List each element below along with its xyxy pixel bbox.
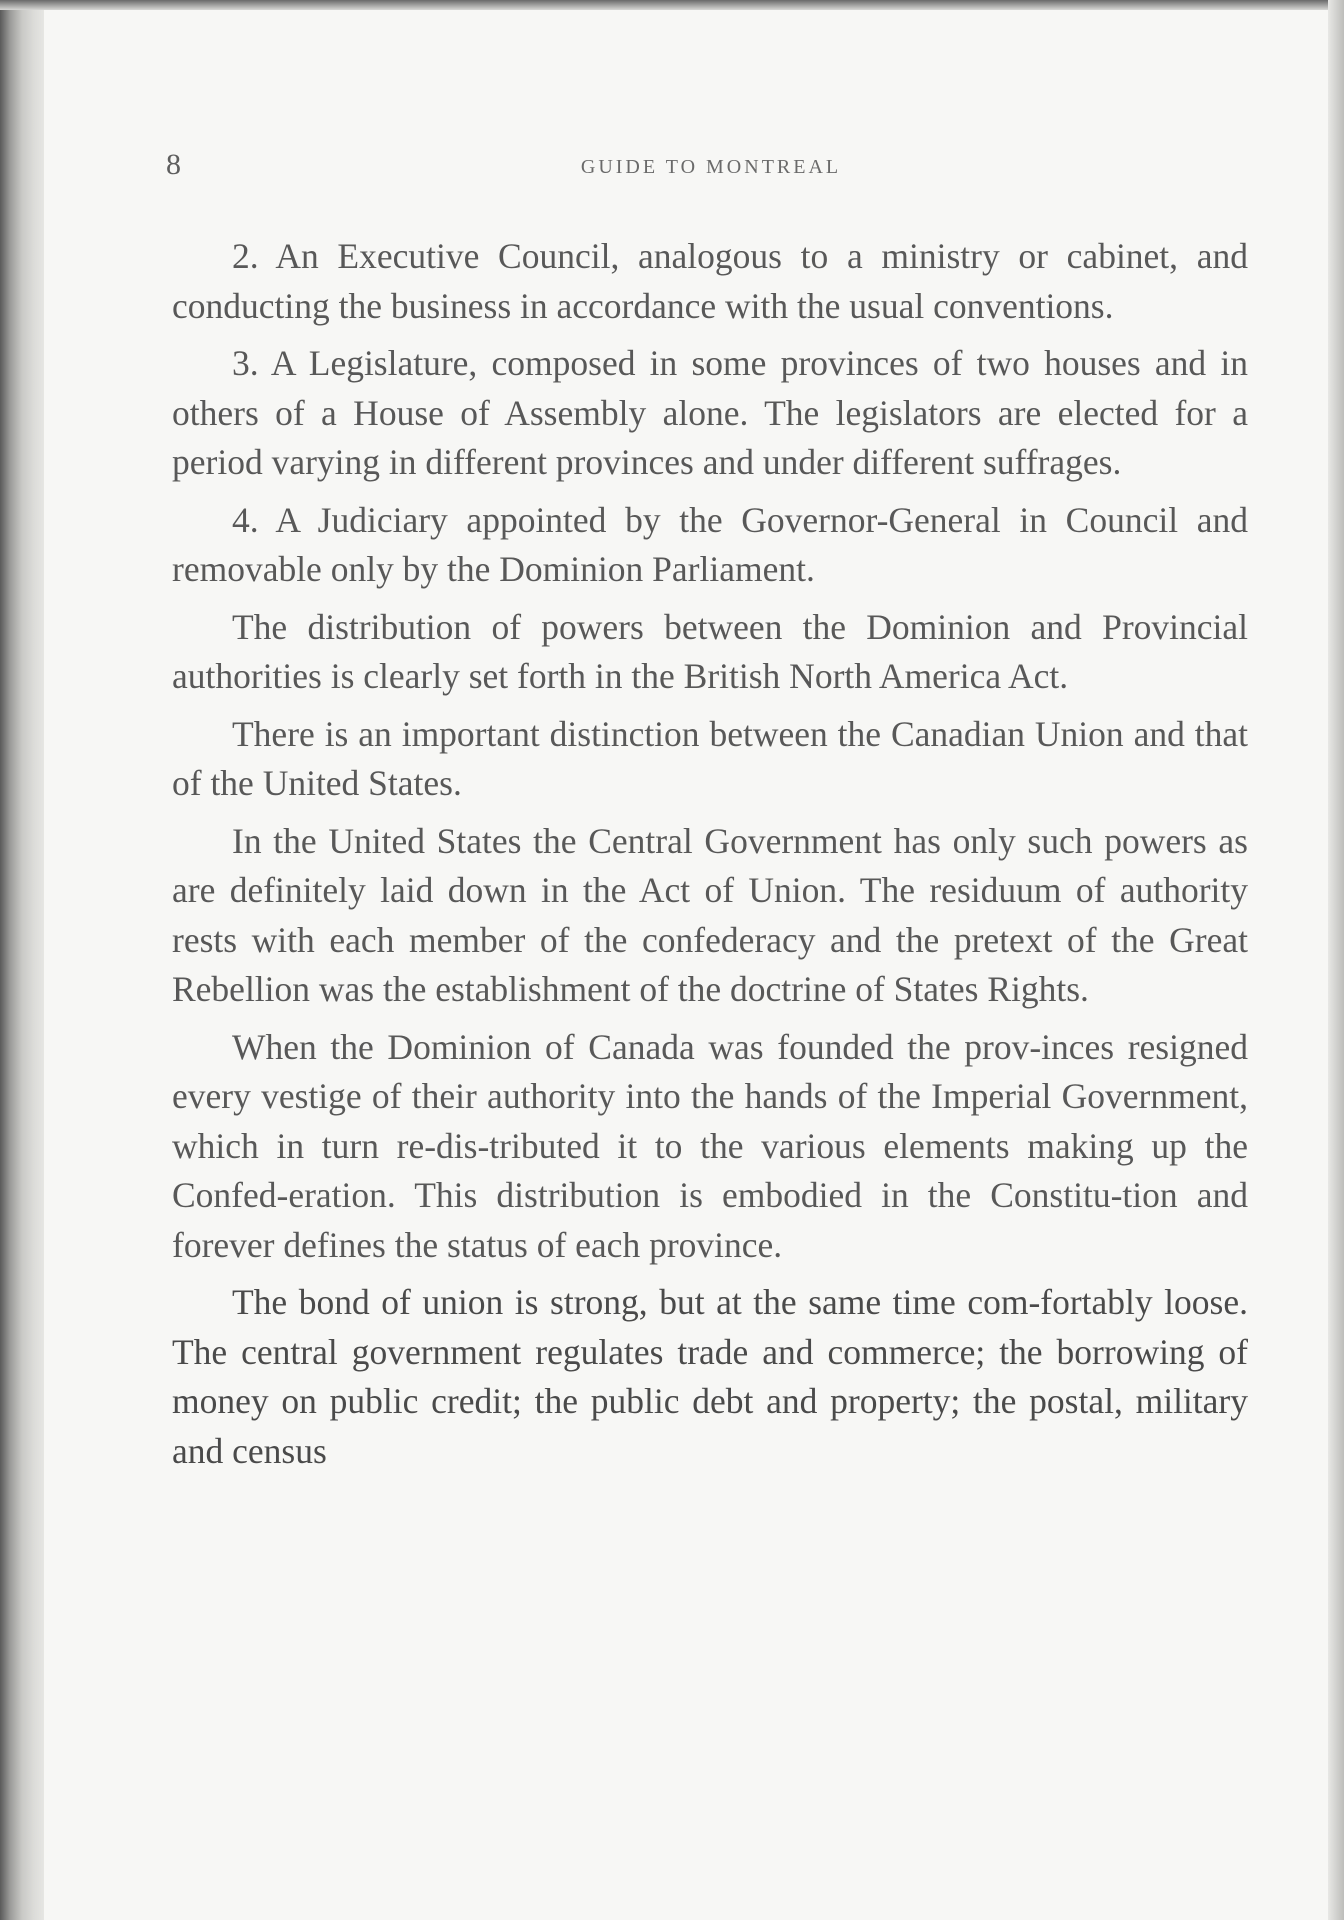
paragraph-united-states: In the United States the Central Government has only such powers as are definitely laid down in the Act of Union. The residuum of authority rests with each member of the confederacy and the pretext of the Great Rebellion was the establishment of the doctrine of States Rights. — [172, 820, 1248, 1009]
page-right-edge — [1328, 0, 1344, 1920]
paragraph-important-distinction: There is an important distinction between the Canadian Union and that of the United States. — [172, 713, 1248, 803]
paragraph-judiciary: 4. A Judiciary appointed by the Governor-General in Council and removable only by the Dominion Parliament. — [172, 499, 1248, 589]
running-header — [166, 148, 1256, 192]
paragraph-executive-council: 2. An Executive Council, analogous to a ministry or cabinet, and conducting the business in accordance with the usual conventions. — [172, 236, 1248, 326]
page-number: 8 — [166, 148, 182, 181]
running-title: GUIDE TO MONTREAL — [580, 156, 842, 178]
book-spine-edge — [0, 0, 44, 1920]
paragraph-legislature: 3. A Legislature, composed in some provinces of two houses and in others of a House of Assembly alone. The legislators are elected for a period varying in different provinces and under different suffrages. — [172, 343, 1248, 482]
paragraph-bond-of-union: The bond of union is strong, but at the same time com-fortably loose. The central government regulates trade and commerce; the borrowing of money on public credit; the public debt and property; the postal, military and census — [172, 1282, 1248, 1471]
paragraph-distribution-of-powers: The distribution of powers between the Dominion and Provincial authorities is clearly set forth in the British North America Act. — [172, 606, 1248, 696]
paragraph-dominion-founding: When the Dominion of Canada was founded the prov-inces resigned every vestige of their authority into the hands of the Imperial Government, which in turn re-dis-tributed it to the various elements making up the Confed-eration. This distribution is embodied in the Constitu-tion and forever defines the status of each province. — [172, 1026, 1248, 1265]
page-top-edge — [0, 0, 1344, 10]
body-text — [172, 232, 1248, 1484]
